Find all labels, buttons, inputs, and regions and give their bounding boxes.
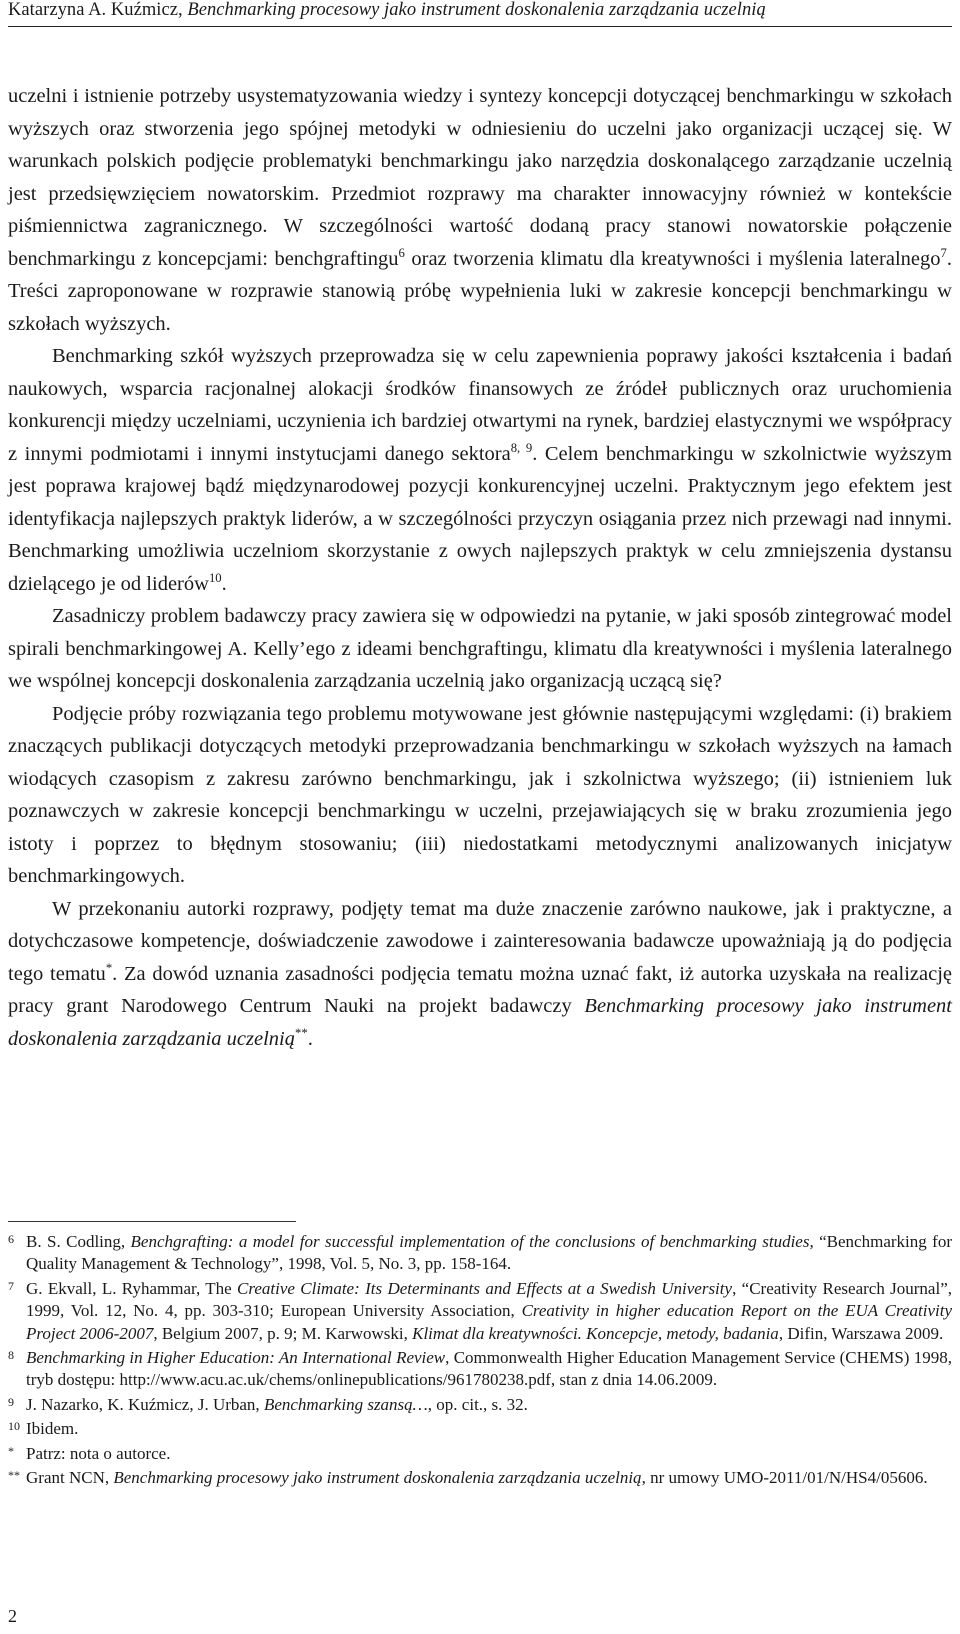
footnote-star xyxy=(8,1443,952,1465)
footnote-separator xyxy=(8,1221,296,1222)
paragraph-1-text-b: oraz tworzenia klimatu dla kreatywności i myślenia lateralnego xyxy=(404,247,941,270)
footnote-text: J. Nazarko, K. Kuźmicz, J. Urban, xyxy=(26,1394,264,1414)
footnote-mark: 7 xyxy=(8,1278,14,1293)
header-title: Benchmarking procesowy jako instrument doskonalenia zarządzania uczelnią xyxy=(187,0,766,20)
footnote-text: , Difin, Warszawa 2009. xyxy=(778,1323,944,1343)
footnote-italic: Creativity in higher education Report on the EUA Creativity Project 2006-2007 xyxy=(26,1301,953,1343)
page-number: 2 xyxy=(8,1606,17,1626)
footnote-mark: 6 xyxy=(8,1232,14,1246)
document-page xyxy=(8,0,952,1634)
footnote-mark: 8 xyxy=(8,1348,14,1363)
paragraph-2-text-c: . xyxy=(221,572,227,595)
footnotes xyxy=(8,1231,952,1491)
paragraph-5-text-b: . Za dowód uznania zasadności podjęcia tematu można uznać fakt, iż autorka uzyskała na realizację pracy grant Narodowego Centrum Nauki na projekt badawczy xyxy=(8,962,952,1017)
footnote-double-star xyxy=(8,1467,952,1489)
footnote-ref-8-9[interactable]: 8, 9 xyxy=(510,440,533,455)
footnote-10 xyxy=(8,1418,952,1440)
paragraph-3: Zasadniczy problem badawczy pracy zawiera się w odpowiedzi na pytanie, w jaki sposób zintegrować model spirali benchmarkingowej A. Kelly’ego z ideami benchgraftingu, klimatu dla kreatywności i myślenia lateralnego we wspólnej koncepcji doskonalenia zarządzania uczelnią jako organizacją uczącą się? xyxy=(8,605,952,692)
footnote-italic: Klimat dla kreatywności. Koncepcje, metody, badania xyxy=(412,1323,779,1343)
footnote-ref-7[interactable]: 7 xyxy=(940,245,947,260)
running-header xyxy=(8,0,952,27)
paragraph-5-text-c: . xyxy=(307,1027,313,1050)
footnote-text: , Commonwealth Higher Education Management Service (CHEMS) 1998, tryb dostępu: http://www.acu.ac.uk/chems/onlinepublications/961780238.pdf, stan z dnia 14.06.2009. xyxy=(26,1348,952,1390)
footnote-italic: Benchmarking procesowy jako instrument doskonalenia zarządzania uczelnią xyxy=(113,1468,642,1488)
footnote-italic: Benchmarking in Higher Education: An International Review xyxy=(26,1348,446,1368)
footnote-ref-10[interactable]: 10 xyxy=(208,570,222,585)
footnote-ref-star[interactable]: * xyxy=(105,960,113,975)
footnote-text: B. S. Codling, xyxy=(26,1232,131,1251)
footnote-text: , “Creativity Research Journal”, 1999, Vol. 12, No. 4, pp. 303-310; European University Association, xyxy=(26,1278,952,1321)
footnote-italic: Benchgrafting: a model for successful implementation of the conclusions of benchmarking studies, xyxy=(130,1232,814,1251)
footnote-text: Patrz: nota o autorce. xyxy=(26,1443,171,1463)
footnote-7 xyxy=(8,1278,952,1345)
paragraph-2-text-b: . Celem benchmarkingu w szkolnictwie wyższym jest poprawa krajowej bądź międzynarodowej pozycji konkurencyjnej uczelni. Praktycznym jego efektem jest identyfikacja najlepszych praktyk liderów, a w szczególności przyczyn osiągania przez nich przewagi nad innymi. Benchmarking umożliwia uczelniom skorzystanie z owych najlepszych praktyk w celu zmniejszenia dystansu dzielącego je od liderów xyxy=(8,442,952,595)
paragraph-4: Podjęcie próby rozwiązania tego problemu motywowane jest głównie następującymi względami: (i) brakiem znaczących publikacji dotyczących metodyki przeprowadzania benchmarkingu w szkołach wyższych na łamach wiodących czasopism z zakresu zarówno benchmarkingu, jak i szkolnictwa wyższego; (ii) istnieniem luk poznawczych w zakresie koncepcji benchmarkingu w uczelni, przejawiających się w braku zrozumienia jego istoty i poprzez to błędnym stosowaniu; (iii) niedostatkami metodycznymi analizowanych inicjatyw benchmarkingowych. xyxy=(8,702,952,887)
footnote-ref-6[interactable]: 6 xyxy=(398,245,405,260)
footnote-ref-double-star[interactable]: ** xyxy=(295,1025,308,1040)
footnote-mark: 9 xyxy=(8,1394,14,1409)
footnote-text: Grant NCN, xyxy=(26,1468,114,1488)
footnote-text: , nr umowy UMO-2011/01/N/HS4/05606. xyxy=(641,1468,928,1488)
paragraph-1 xyxy=(8,80,952,340)
footnote-8 xyxy=(8,1347,952,1392)
paragraph-1-text-c: . Treści zaproponowane w rozprawie stanowią próbę wypełnienia luki w zakresie koncepcji benchmarkingu w szkołach wyższych. xyxy=(8,247,952,335)
footnote-italic: Creative Climate: Its Determinants and Effects at a Swedish University xyxy=(237,1278,733,1298)
footnote-text: Ibidem. xyxy=(26,1419,79,1439)
footnote-9 xyxy=(8,1394,952,1416)
footnote-mark: * xyxy=(8,1443,14,1458)
footnote-mark: 10 xyxy=(8,1419,20,1434)
paragraph-2-text-a: Benchmarking szkół wyższych przeprowadza się w celu zapewnienia poprawy jakości kształcenia i badań naukowych, wsparcia racjonalnej alokacji środków finansowych ze źródeł publicznych oraz uruchomienia konkurencji między uczelniami, uczynienia ich bardziej otwartymi na rynek, bardziej elastycznymi we współpracy z innymi podmiotami i innymi instytucjami danego sektora xyxy=(8,345,952,465)
paragraph-1-text-a: uczelni i istnienie potrzeby usystematyzowania wiedzy i syntezy koncepcji dotyczącej benchmarkingu w szkołach wyższych oraz stworzenia jego spójnej metodyki w odniesieniu do uczelni jako organizacji uczącej się. W warunkach polskich podjęcie problematyki benchmarkingu jako narzędzia doskonalącego zarządzanie uczelnią jest przedsięwzięciem nowatorskim. Przedmiot rozprawy ma charakter innowacyjny również w kontekście piśmiennictwa zagranicznego. W szczególności wartość dodaną pracy stanowi nowatorskie połączenie benchmarkingu z koncepcjami: benchgraftingu xyxy=(8,85,952,270)
paragraph-2 xyxy=(8,340,952,600)
footnote-text: “Benchmarking for Quality Management & Technology”, 1998, Vol. 5, No. 3, pp. 158-164. xyxy=(26,1232,952,1274)
footnote-text: G. Ekvall, L. Ryhammar, The xyxy=(26,1278,238,1298)
main-text xyxy=(8,80,952,1055)
footnote-italic: Benchmarking szansą… xyxy=(263,1394,428,1414)
header-author: Katarzyna A. Kuźmicz, xyxy=(8,0,188,20)
footnote-text: , Belgium 2007, p. 9; M. Karwowski, xyxy=(153,1323,413,1343)
footnote-mark: ** xyxy=(8,1468,20,1483)
footnote-text: , op. cit., s. 32. xyxy=(427,1394,528,1414)
project-title: Benchmarking procesowy jako instrument doskonalenia zarządzania uczelnią xyxy=(8,995,953,1050)
paragraph-5-text-a: W przekonaniu autorki rozprawy, podjęty temat ma duże znaczenie zarówno naukowe, jak i praktyczne, a dotychczasowe kompetencje, doświadczenie zawodowe i zainteresowania badawcze upoważniają ją do podjęcia tego tematu xyxy=(8,897,952,985)
footnote-6 xyxy=(8,1231,952,1276)
paragraph-5 xyxy=(8,893,952,1056)
